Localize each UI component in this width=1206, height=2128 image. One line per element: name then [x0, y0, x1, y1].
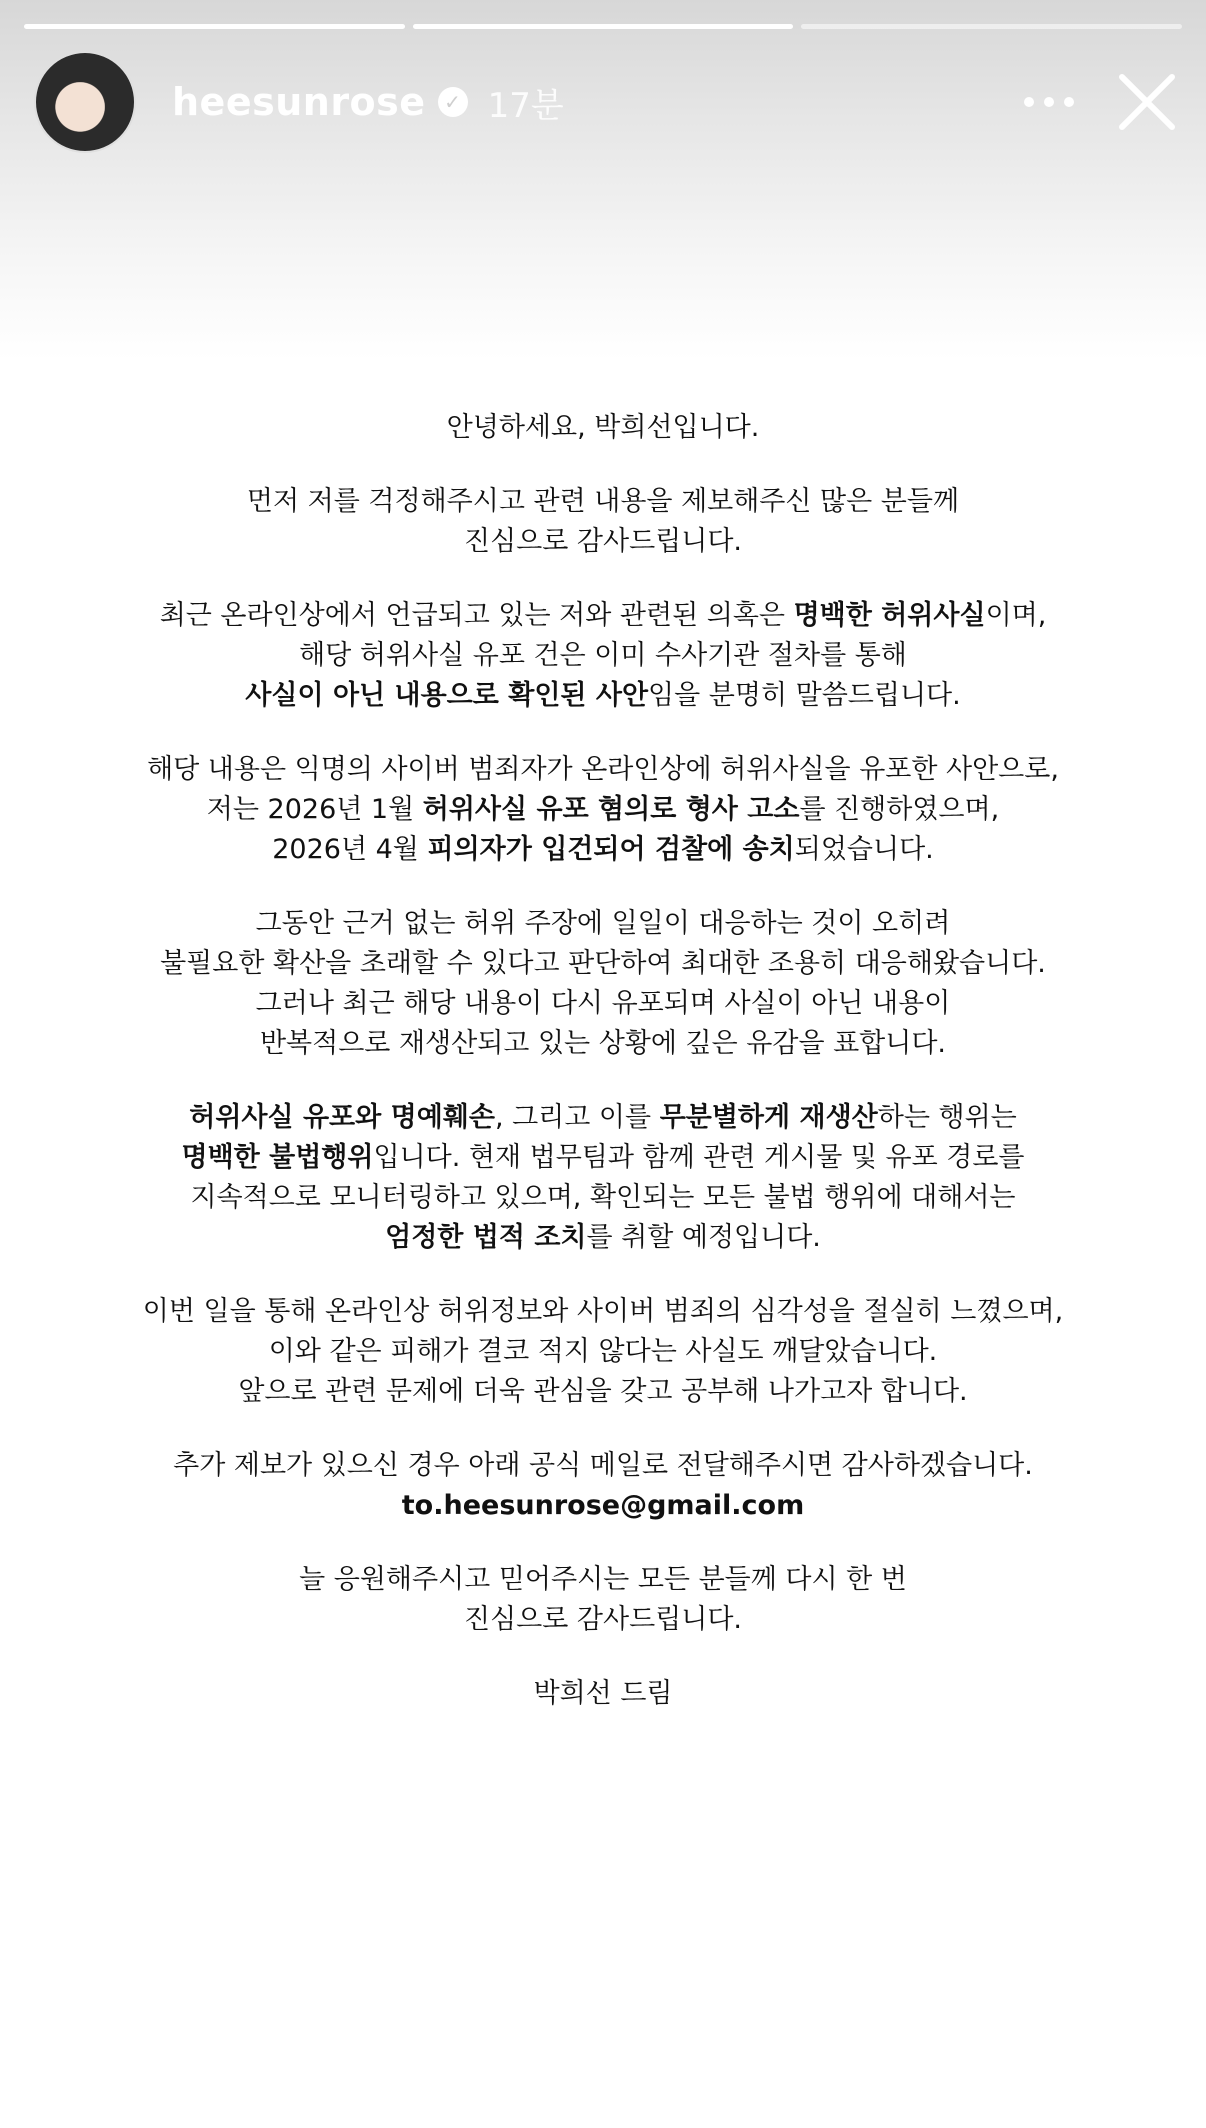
legal-line-2-bold: 명백한 불법행위: [181, 1142, 374, 1173]
story-actions: [1022, 69, 1180, 135]
case-line-3: [90, 830, 1116, 870]
avatar[interactable]: [34, 51, 136, 153]
legal-line-4-bold: 엄정한 법적 조치: [385, 1222, 587, 1253]
thanks-line-2: 진심으로 감사드립니다.: [464, 526, 742, 557]
legal-line-2: [90, 1138, 1116, 1178]
rumor-line-3-bold: 사실이 아닌 내용으로 확인된 사안: [245, 680, 649, 711]
reflection-line-3: 앞으로 관련 문제에 더욱 관심을 갖고 공부해 나가고자 합니다.: [238, 1376, 968, 1407]
progress-segment-1: [24, 24, 405, 29]
case-line-3-part-2: 되었습니다.: [794, 834, 934, 865]
legal-paragraph: [90, 1098, 1116, 1258]
legal-line-4: [90, 1218, 1116, 1258]
rumor-line-3: [90, 676, 1116, 716]
reflection-paragraph: [90, 1292, 1116, 1412]
thanks-line-1: 먼저 저를 걱정해주시고 관련 내용을 제보해주신 많은 분들께: [246, 486, 960, 517]
legal-line-1: [90, 1098, 1116, 1138]
progress-segment-3: [801, 24, 1182, 29]
case-line-3-bold: 피의자가 입건되어 검찰에 송치: [427, 834, 795, 865]
rumor-line-1-bold: 명백한 허위사실: [793, 600, 986, 631]
rumor-line-3-part-2: 임을 분명히 말씀드립니다.: [648, 680, 961, 711]
greeting: 안녕하세요, 박희선입니다.: [446, 412, 760, 443]
case-line-2: [90, 790, 1116, 830]
legal-line-1-part-4: 하는 행위는: [877, 1102, 1017, 1133]
case-paragraph: [90, 750, 1116, 870]
story-progress: [24, 24, 1182, 29]
case-line-2-part-2: 를 진행하였으며,: [799, 794, 1000, 825]
user-block: [172, 78, 1022, 127]
case-line-1: 해당 내용은 익명의 사이버 범죄자가 온라인상에 허위사실을 유포한 사안으로,: [147, 754, 1059, 785]
contact-line-1: 추가 제보가 있으신 경우 아래 공식 메일로 전달해주시면 감사하겠습니다.: [173, 1450, 1033, 1481]
more-options-icon[interactable]: [1022, 75, 1076, 129]
response-line-1: 그동안 근거 없는 허위 주장에 일일이 대응하는 것이 오히려: [255, 908, 951, 939]
rumor-paragraph: [90, 596, 1116, 716]
rumor-line-1-part-2: 이며,: [985, 600, 1047, 631]
story-header: [34, 52, 1180, 152]
progress-fill-1: [24, 24, 405, 29]
closing-line-2: 진심으로 감사드립니다.: [464, 1604, 742, 1635]
legal-line-2-part-2: 입니다. 현재 법무팀과 함께 관련 게시물 및 유포 경로를: [373, 1142, 1025, 1173]
response-line-3: 그러나 최근 해당 내용이 다시 유포되며 사실이 아닌 내용이: [255, 988, 951, 1019]
closing-line-1: 늘 응원해주시고 믿어주시는 모든 분들께 다시 한 번: [299, 1564, 907, 1595]
post-time: 17분: [487, 85, 564, 126]
email-address[interactable]: to.heesunrose@gmail.com: [401, 1490, 805, 1521]
response-paragraph: [90, 904, 1116, 1064]
case-line-2-part-1: 저는 2026년 1월: [206, 794, 423, 825]
legal-line-4-part-2: 를 취할 예정입니다.: [586, 1222, 821, 1253]
legal-line-1-part-2: , 그리고 이를: [494, 1102, 660, 1133]
greeting-paragraph: [90, 408, 1116, 448]
reflection-line-2: 이와 같은 피해가 결코 적지 않다는 사실도 깨달았습니다.: [268, 1336, 938, 1367]
legal-line-3: 지속적으로 모니터링하고 있으며, 확인되는 모든 불법 행위에 대해서는: [190, 1182, 1016, 1213]
reflection-line-1: 이번 일을 통해 온라인상 허위정보와 사이버 범죄의 심각성을 절실히 느꼈으며,: [142, 1296, 1064, 1327]
legal-line-1-bold-1: 허위사실 유포와 명예훼손: [189, 1102, 495, 1133]
thanks-paragraph: [90, 482, 1116, 562]
signature-paragraph: [90, 1674, 1116, 1714]
case-line-2-bold: 허위사실 유포 혐의로 형사 고소: [422, 794, 800, 825]
case-line-3-part-1: 2026년 4월: [272, 834, 428, 865]
rumor-line-1-part-1: 최근 온라인상에서 언급되고 있는 저와 관련된 의혹은: [159, 600, 794, 631]
signature: 박희선 드림: [533, 1678, 673, 1709]
response-line-4: 반복적으로 재생산되고 있는 상황에 깊은 유감을 표합니다.: [259, 1028, 947, 1059]
closing-paragraph: [90, 1560, 1116, 1640]
response-line-2: 불필요한 확산을 초래할 수 있다고 판단하여 최대한 조용히 대응해왔습니다.: [160, 948, 1046, 979]
username[interactable]: heesunrose: [172, 80, 426, 124]
rumor-line-1: [90, 596, 1116, 636]
story-letter: [90, 408, 1116, 1748]
close-icon[interactable]: [1114, 69, 1180, 135]
contact-paragraph: [90, 1446, 1116, 1526]
verified-icon: ✓: [438, 87, 468, 117]
rumor-line-2: 해당 허위사실 유포 건은 이미 수사기관 절차를 통해: [299, 640, 907, 671]
legal-line-1-bold-2: 무분별하게 재생산: [659, 1102, 878, 1133]
progress-fill-2: [413, 24, 794, 29]
progress-segment-2: [413, 24, 794, 29]
